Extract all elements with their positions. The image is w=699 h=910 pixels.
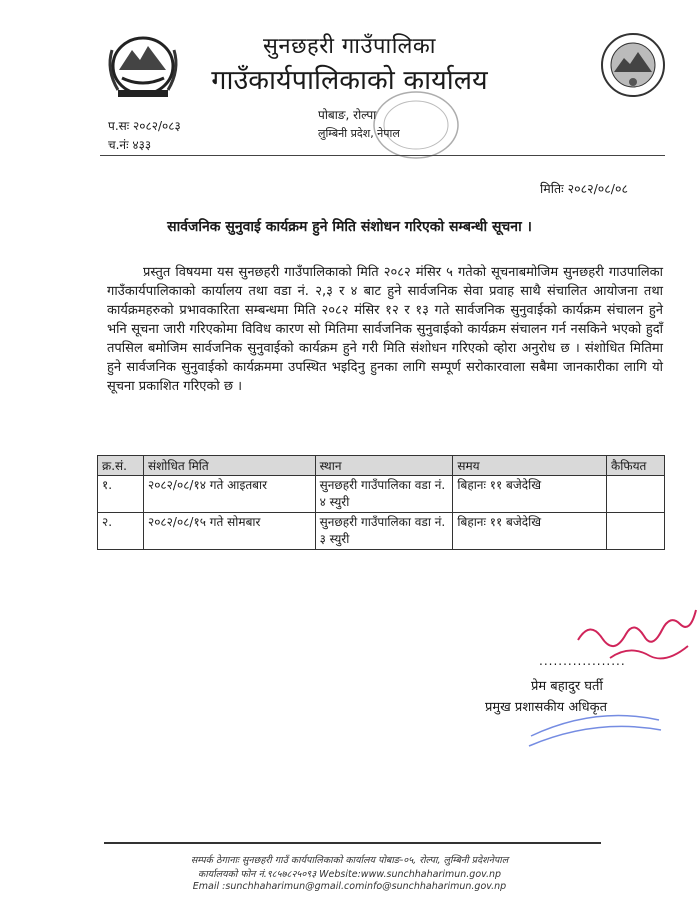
- notice-subject: सार्वजनिक सुनुवाई कार्यक्रम हुने मिति संशोधन गरिएको सम्बन्धी सूचना ।: [167, 219, 532, 235]
- table-cell: बिहानः ११ बजेदेखि: [453, 513, 607, 550]
- table-header: क्र.सं.: [98, 456, 144, 476]
- table-header: संशोधित मिति: [143, 456, 315, 476]
- footer-phone-website: कार्यालयको फोन नं.९८५७८२५०९३ Website:www.sunchhaharimun.gov.np: [197, 869, 502, 880]
- header-divider: [100, 155, 665, 156]
- office-address: पोबाङ, रोल्पा: [318, 108, 377, 122]
- table-cell: सुनछहरी गाउँपालिका वडा नं. ४ स्युरी: [315, 476, 453, 513]
- table-row: [98, 476, 665, 513]
- table-cell: २.: [98, 513, 144, 550]
- table-cell: बिहानः ११ बजेदेखि: [453, 476, 607, 513]
- office-title: गाउँकार्यपालिकाको कार्यालय: [211, 65, 488, 96]
- table-header: कैफियत: [607, 456, 665, 476]
- reference-number: प.सः २०८२/०८३: [108, 119, 181, 133]
- table-cell: २०८२/०८/१४ गते आइतबार: [143, 476, 315, 513]
- footer-divider: [104, 842, 601, 844]
- table-row: [98, 513, 665, 550]
- table-cell: सुनछहरी गाउँपालिका वडा नं. ३ स्युरी: [315, 513, 453, 550]
- officer-stamp-icon: [525, 706, 665, 750]
- dispatch-number: च.नंः ४३३: [108, 138, 152, 152]
- table-header-row: [98, 456, 665, 476]
- office-name: सुनछहरी गाउँपालिका: [263, 34, 436, 59]
- table-cell: २०८२/०८/१५ गते सोमबार: [143, 513, 315, 550]
- footer-email: Email :sunchhaharimun@gmail.cominfo@sunchhaharimun.gov.np: [192, 881, 507, 892]
- signatory-name: प्रेम बहादुर घर्ती: [531, 679, 603, 694]
- table-cell: १.: [98, 476, 144, 513]
- office-province: लुम्बिनी प्रदेश, नेपाल: [318, 127, 400, 140]
- table-cell: [607, 513, 665, 550]
- office-stamp-icon: [370, 88, 462, 162]
- signatory-title: प्रमुख प्रशासकीय अधिकृत: [485, 700, 608, 715]
- footer-contact-address: सम्पर्क ठेगानाः सुनछहरी गाउँ कार्यपालिकाको कार्यालय पोबाङ-०५, रोल्पा, लुम्बिनी प्रदेशनेपाल: [190, 855, 509, 866]
- signature-line: ..................: [539, 654, 626, 668]
- table-header: समय: [453, 456, 607, 476]
- municipality-seal-icon: [600, 32, 666, 98]
- schedule-table: [97, 455, 665, 550]
- table-header: स्थान: [315, 456, 453, 476]
- notice-date: मितिः २०८२/०८/०८: [540, 181, 628, 196]
- notice-body: प्रस्तुत विषयमा यस सुनछहरी गाउँपालिकाको मिति २०८२ मंसिर ५ गतेको सूचनाबमोजिम सुनछहरी गाउपालिका गाउँकार्यपालिकाको कार्यालय तथा वडा नं. २,३ र ४ बाट हुने सार्वजनिक सेवा प्रवाह साथै संचालित आयोजना तथा कार्यक्रमहरुको प्रभावकारिता सम्बन्धमा मिति २०८२ मंसिर १२ र १३ गते सार्वजनिक सुनुवाईको कार्यक्रम संचालन हुने भनि सूचना जारी गरिएकोमा विविध कारण सो मितिमा सार्वजनिक सुनुवाईको कार्यक्रम संचालन गर्न नसकिने भएको हुदाँ तपसिल बमोजिम सार्वजनिक सुनुवाईको कार्यक्रम हुने गरी मिति संशोधन गरिएको व्होरा अनुरोध छ । संशोधित मितिमा हुने सार्वजनिक सुनुवाईको कार्यक्रममा उपस्थित भइदिनु हुनका लागि सम्पूर्ण सरोकारवाला सबैमा जानकारीका लागि यो सूचना प्रकाशित गरिएको छ ।: [107, 265, 663, 394]
- table-cell: [607, 476, 665, 513]
